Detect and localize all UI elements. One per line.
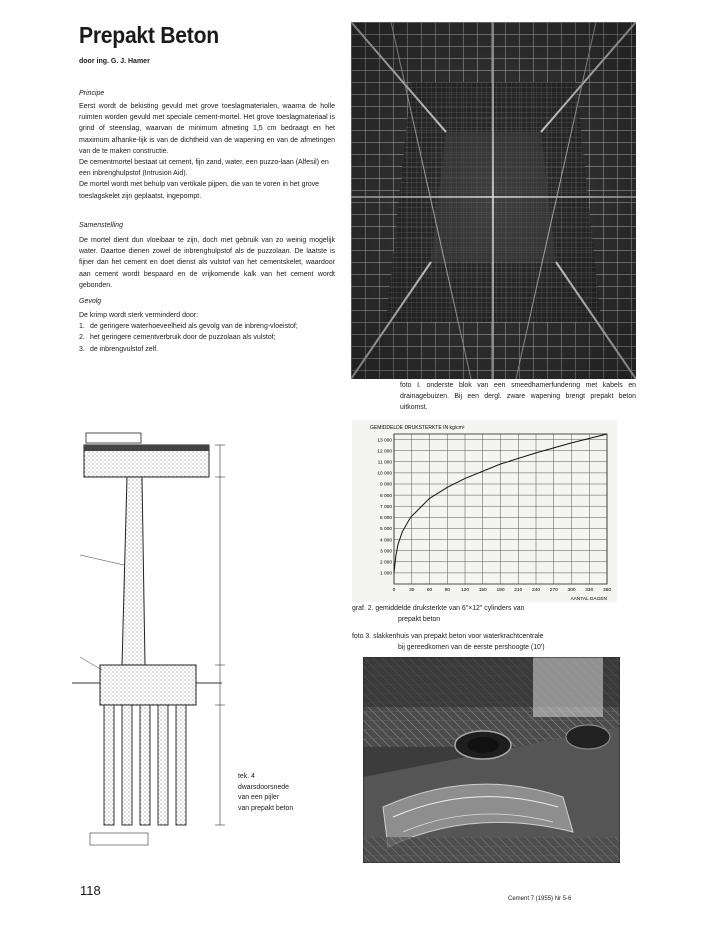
- drawing-4-caption: [238, 772, 318, 814]
- list-number: 2.: [79, 334, 85, 342]
- chart-x-tick-label: 330: [585, 588, 594, 593]
- graph-2-caption: [352, 604, 622, 625]
- list-number: 3.: [79, 345, 85, 353]
- section-heading-gevolg: Gevolg: [79, 298, 102, 305]
- chart-x-tick-label: 0: [392, 588, 396, 593]
- drawing-4-caption-line-1: tek. 4: [238, 773, 255, 780]
- photo-3-caption-line-2: bij gereedkomen van de eerste pershoogte (10'): [398, 643, 545, 651]
- chart-x-tick-label: 300: [567, 588, 576, 593]
- section-body-samenstelling: [79, 235, 335, 291]
- chart-y-tick-label: 6 000: [379, 516, 392, 522]
- chart-x-tick-label: 120: [460, 588, 470, 593]
- list-item: [79, 332, 335, 343]
- chart-y-tick-label: 5 000: [379, 527, 392, 533]
- page-number: 118: [80, 883, 101, 898]
- section-body-gevolg: [79, 310, 335, 355]
- journal-reference: Cement 7 (1955) Nr 5-6: [508, 896, 572, 902]
- chart-x-tick-label: 90: [444, 588, 450, 593]
- chart-y-tick-label: 1 000: [379, 571, 392, 577]
- chart-x-tick-label: 30: [409, 588, 415, 593]
- list-text: de geringere waterhoeveelheid als gevolg van de inbreng-vloeistof;: [90, 323, 298, 331]
- list-number: 1.: [79, 323, 85, 331]
- chart-x-axis-label: AANTAL DAGEN: [570, 597, 607, 602]
- chart-y-tick-label: 13 000: [377, 438, 392, 444]
- chart-y-tick-label: 7 000: [379, 504, 392, 510]
- list-item: [79, 321, 335, 332]
- chart-x-tick-label: 60: [426, 588, 433, 593]
- drawing-4-caption-line-3: van een pijler: [238, 794, 279, 802]
- photo-1-caption: foto I. onderste blok van een smeedhamerfundering met kabels en drainagebuizen. Bij een dergl. zware wapening brengt prepakt beton uitkomst.: [400, 382, 636, 411]
- section-heading-samenstelling: Samenstelling: [79, 222, 123, 229]
- chart-x-tick-label: 360: [602, 588, 612, 593]
- scroll-case-photo: [363, 657, 620, 863]
- principe-paragraph-1: Eerst wordt de bekisting gevuld met grove toeslagmaterialen, waarna de holle ruimten worden gevuld met speciale cement-mortel. Het grove toeslagmateriaal is grind of steenslag, waarvan de minimum afmeting 1,5 cm bedraagt en het maximum afhanke-lijk is van de dichtheid van de wapening en van de afmetingen van de te maken constructie.: [79, 103, 335, 155]
- list-text: de inbrengvulstof zelf.: [90, 345, 159, 353]
- author-byline: door ing. G. J. Hamer: [79, 58, 150, 65]
- drawing-4-caption-line-2: dwarsdoorsnede: [238, 783, 289, 791]
- section-heading-principe: Principe: [79, 90, 105, 97]
- photo-3-caption-line-1: foto 3. slakkenhuis van prepakt beton voor waterkrachtcentrale: [352, 633, 544, 640]
- samenstelling-paragraph: De mortel dient dun vloeibaar te zijn, doch met gebruik van zo weinig mogelijk water. Daartoe dienen zowel de inbrenghulpstof als de puzzolaan. De laatste is fijner dan het cement en doet dienst als vulstof van het cementskelet, waardoor aan cement wordt bespaard en de vrijkomende kalk van het cement wordt gebonden.: [79, 237, 335, 289]
- chart-y-tick-label: 4 000: [379, 538, 392, 544]
- chart-y-tick-label: 9 000: [379, 482, 392, 488]
- chart-x-tick-label: 210: [514, 588, 523, 593]
- list-item: [79, 344, 335, 355]
- strength-chart: [352, 420, 617, 602]
- photo-3-caption: [352, 632, 652, 653]
- gevolg-intro: De krimp wordt sterk verminderd door:: [79, 312, 199, 319]
- page-title: Prepakt Beton: [79, 22, 219, 48]
- reinforcement-photo: [351, 22, 636, 379]
- chart-y-tick-label: 3 000: [379, 549, 392, 555]
- chart-x-tick-label: 270: [549, 588, 558, 593]
- graph-2-caption-line-2: prepakt beton: [398, 615, 441, 623]
- chart-x-tick-label: 240: [531, 588, 541, 593]
- chart-x-tick-label: 150: [478, 588, 487, 593]
- principe-paragraph-2: De cementmortel bestaat uit cement, fijn zand, water, een puzzo-laan (Alfesil) en een inbrenghulpstof (Intrusion Aid).: [79, 159, 329, 178]
- section-body-principe: [79, 101, 335, 202]
- chart-y-tick-label: 10 000: [377, 471, 392, 477]
- list-text: het geringere cementverbruik door de puzzolaan als vulstof;: [90, 334, 276, 342]
- chart-y-tick-label: 2 000: [379, 560, 392, 566]
- graph-2-caption-line-1: graf. 2. gemiddelde druksterkte van 6"×12" cylinders van: [352, 605, 525, 612]
- drawing-4-caption-line-4: van prepakt beton: [238, 804, 294, 812]
- chart-y-tick-label: 8 000: [379, 493, 392, 499]
- chart-x-tick-label: 180: [496, 588, 505, 593]
- pier-cross-section-drawing: [72, 415, 237, 847]
- chart-y-tick-label: 12 000: [377, 449, 392, 455]
- chart-y-tick-label: 11 000: [377, 460, 392, 466]
- chart-title: GEMIDDELDE DRUKSTERKTE IN kg/cm²: [370, 425, 465, 431]
- principe-paragraph-3: De mortel wordt met behulp van vertikale pijpen, die van te voren in het grove toeslagskelet zijn geplaatst, ingepompt.: [79, 181, 320, 200]
